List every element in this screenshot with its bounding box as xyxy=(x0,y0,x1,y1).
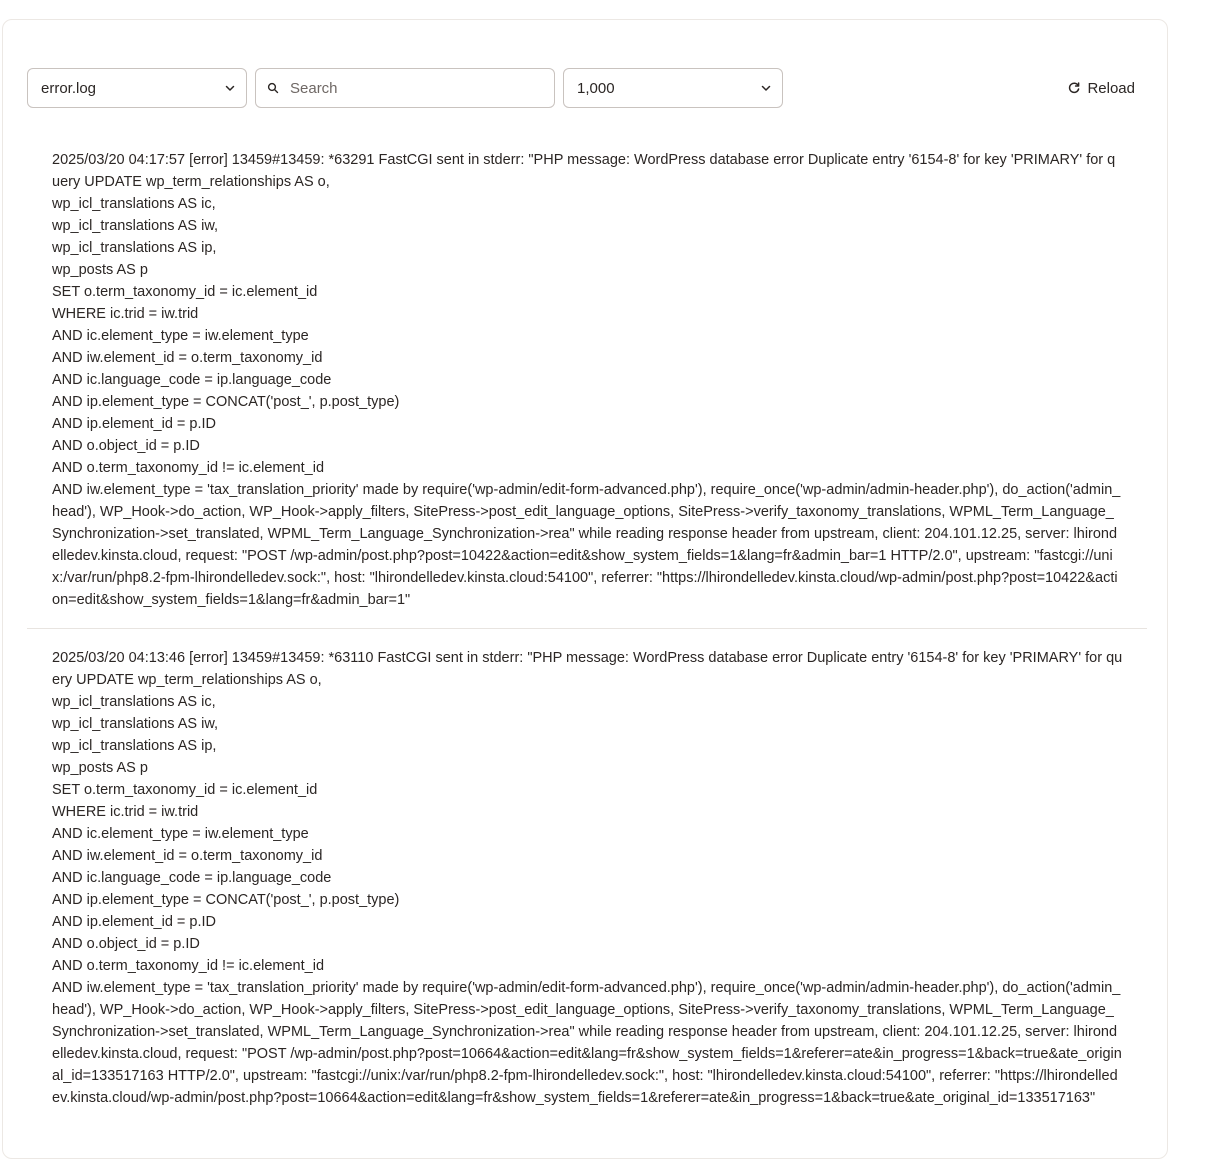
reload-label: Reload xyxy=(1087,79,1135,97)
chevron-down-icon xyxy=(750,68,782,108)
line-count-select-value: 1,000 xyxy=(577,79,615,97)
log-toolbar xyxy=(27,68,1147,108)
reload-button[interactable] xyxy=(1059,68,1135,108)
log-entry: 2025/03/20 04:17:57 [error] 13459#13459: *63291 FastCGI sent in stderr: "PHP message: WordPress database error Duplicate entry '6154-8' for key 'PRIMARY' for query UPDATE wp_term_relationships AS o, wp_icl_translations AS ic, wp_icl_translations AS iw, wp_icl_translations AS ip, wp_posts AS p SET o.term_taxonomy_id = ic.element_id WHERE ic.trid = iw.trid AND ic.element_type = iw.element_type AND iw.element_id = o.term_taxonomy_id AND ic.language_code = ip.language_code AND ip.element_type = CONCAT('post_', p.post_type) AND ip.element_id = p.ID AND o.object_id = p.ID AND o.term_taxonomy_id != ic.element_id AND iw.element_type = 'tax_translation_priority' made by require('wp-admin/edit-form-advanced.php'), require_once('wp-admin/admin-header.php'), do_action('admin_head'), WP_Hook->do_action, WP_Hook->apply_filters, SitePress->post_edit_language_options, SitePress->verify_taxonomy_translations, WPML_Term_Language_Synchronization->set_translated, WPML_Term_Language_Synchronization->rea" while reading response header from upstream, client: 204.101.12.25, server: lhirondelledev.kinsta.cloud, request: "POST /wp-admin/post.php?post=10422&action=edit&show_system_fields=1&lang=fr&admin_bar=1 HTTP/2.0", upstream: "fastcgi://unix:/var/run/php8.2-fpm-lhirondelledev.sock:", host: "lhirondelledev.kinsta.cloud:54100", referrer: "https://lhirondelledev.kinsta.cloud/wp-admin/post.php?post=10422&action=edit&show_system_fields=1&lang=fr&admin_bar=1" xyxy=(27,145,1147,629)
search-field[interactable] xyxy=(255,68,555,108)
reload-icon xyxy=(1067,81,1081,95)
log-file-select[interactable] xyxy=(27,68,247,108)
chevron-down-icon xyxy=(214,68,246,108)
log-entry: 2025/03/20 04:13:46 [error] 13459#13459: *63110 FastCGI sent in stderr: "PHP message: WordPress database error Duplicate entry '6154-8' for key 'PRIMARY' for query UPDATE wp_term_relationships AS o, wp_icl_translations AS ic, wp_icl_translations AS iw, wp_icl_translations AS ip, wp_posts AS p SET o.term_taxonomy_id = ic.element_id WHERE ic.trid = iw.trid AND ic.element_type = iw.element_type AND iw.element_id = o.term_taxonomy_id AND ic.language_code = ip.language_code AND ip.element_type = CONCAT('post_', p.post_type) AND ip.element_id = p.ID AND o.object_id = p.ID AND o.term_taxonomy_id != ic.element_id AND iw.element_type = 'tax_translation_priority' made by require('wp-admin/edit-form-advanced.php'), require_once('wp-admin/admin-header.php'), do_action('admin_head'), WP_Hook->do_action, WP_Hook->apply_filters, SitePress->post_edit_language_options, SitePress->verify_taxonomy_translations, WPML_Term_Language_Synchronization->set_translated, WPML_Term_Language_Synchronization->rea" while reading response header from upstream, client: 204.101.12.25, server: lhirondelledev.kinsta.cloud, request: "POST /wp-admin/post.php?post=10664&action=edit&lang=fr&show_system_fields=1&referer=ate&in_progress=1&back=true&ate_original_id=133517163 HTTP/2.0", upstream: "fastcgi://unix:/var/run/php8.2-fpm-lhirondelledev.sock:", host: "lhirondelledev.kinsta.cloud:54100", referrer: "https://lhirondelledev.kinsta.cloud/wp-admin/post.php?post=10664&action=edit&lang=fr&show_system_fields=1&referer=ate&in_progress=1&back=true&ate_original_id=133517163" xyxy=(52,650,1123,1106)
line-count-select[interactable] xyxy=(563,68,783,108)
log-file-select-value: error.log xyxy=(41,79,97,97)
search-icon xyxy=(256,68,290,108)
log-entry-list xyxy=(27,145,1147,1123)
search-input[interactable] xyxy=(290,80,540,97)
logs-panel xyxy=(2,19,1168,1159)
